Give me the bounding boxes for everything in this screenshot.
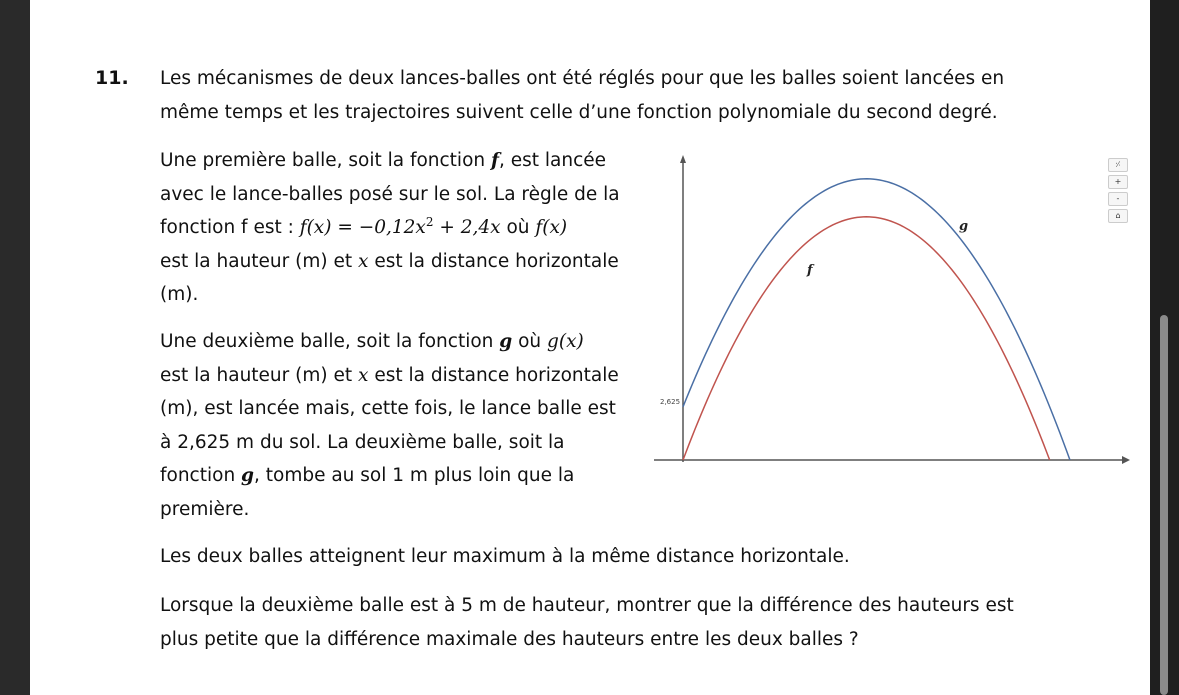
question-paragraph — [160, 589, 1060, 656]
text: , tombe au sol 1 m plus loin que la — [253, 465, 575, 486]
text: est la distance horizontale — [368, 250, 619, 272]
x-symbol: x — [358, 250, 369, 272]
second-line-6: première. — [160, 498, 250, 520]
f-formula: f(x) = −0,12x — [299, 217, 426, 238]
text: Une deuxième balle, soit la fonction — [160, 331, 500, 352]
fx-symbol: f(x) — [535, 217, 568, 238]
second-line-2 — [160, 359, 650, 393]
function-g-label: g — [499, 331, 513, 352]
function-f-label: f — [491, 150, 499, 171]
second-line-4: à 2,625 m du sol. La deuxième balle, soit la — [160, 431, 565, 453]
text: Une première balle, soit la fonction — [160, 150, 491, 171]
maximum-paragraph: Les deux balles atteignent leur maximum à la même distance horizontale. — [160, 546, 850, 567]
home-icon[interactable]: ⌂ — [1108, 209, 1128, 223]
question-line-2: plus petite que la différence maximale des hauteurs entre les deux balles ? — [160, 628, 859, 650]
first-line-5: (m). — [160, 284, 199, 305]
function-g-label: g — [241, 465, 254, 486]
question-line-1: Lorsque la deuxième balle est à 5 m de hauteur, montrer que la différence des hauteurs est — [160, 595, 1014, 616]
zoom-out-icon[interactable]: - — [1108, 192, 1128, 206]
f-exponent: 2 — [425, 214, 434, 229]
curve-f — [683, 217, 1050, 460]
x-symbol: x — [358, 364, 369, 386]
text: est la hauteur (m) et — [160, 250, 358, 272]
zoom-in-icon[interactable]: + — [1108, 175, 1128, 189]
second-ball-paragraph — [160, 325, 650, 526]
curve-g — [683, 179, 1070, 460]
graph-tool-pen-icon[interactable]: ⸓ — [1108, 158, 1128, 172]
second-line-3: (m), est lancée mais, cette fois, le lance balle est — [160, 398, 616, 419]
parabola-graph — [650, 150, 1140, 480]
first-line-1 — [160, 144, 650, 178]
intro-line-2: même temps et les trajectoires suivent celle d’une fonction polynomiale du second degré. — [160, 101, 998, 123]
first-line-3 — [160, 211, 650, 245]
text: , est lancée — [498, 150, 607, 171]
intro-line-1: Les mécanismes de deux lances-balles ont été réglés pour que les balles soient lancées en — [160, 68, 1005, 89]
text: fonction — [160, 465, 242, 486]
second-line-1 — [160, 325, 650, 359]
first-line-4 — [160, 245, 650, 279]
gx-symbol: g(x) — [547, 331, 584, 352]
first-ball-paragraph — [160, 144, 650, 312]
problem-number: 11. — [95, 67, 129, 89]
curve-f-label: f — [807, 263, 813, 278]
second-line-5 — [160, 459, 650, 493]
intro-paragraph — [160, 62, 1060, 129]
first-line-2: avec le lance-balles posé sur le sol. La règle de la — [160, 183, 620, 205]
text: où — [500, 217, 536, 238]
f-formula-rest: + 2,4x — [433, 217, 501, 238]
curve-g-label: g — [959, 219, 969, 234]
y-intercept-label: 2,625 — [660, 398, 681, 406]
x-axis-arrow — [1122, 456, 1130, 464]
text: est la distance horizontale — [368, 364, 619, 386]
graph-toolbar — [1108, 158, 1128, 226]
text: est la hauteur (m) et — [160, 364, 358, 386]
text: fonction f est : — [160, 217, 300, 238]
scrollbar-thumb[interactable] — [1160, 315, 1168, 695]
text: où — [512, 331, 548, 352]
y-axis-arrow — [680, 155, 686, 163]
